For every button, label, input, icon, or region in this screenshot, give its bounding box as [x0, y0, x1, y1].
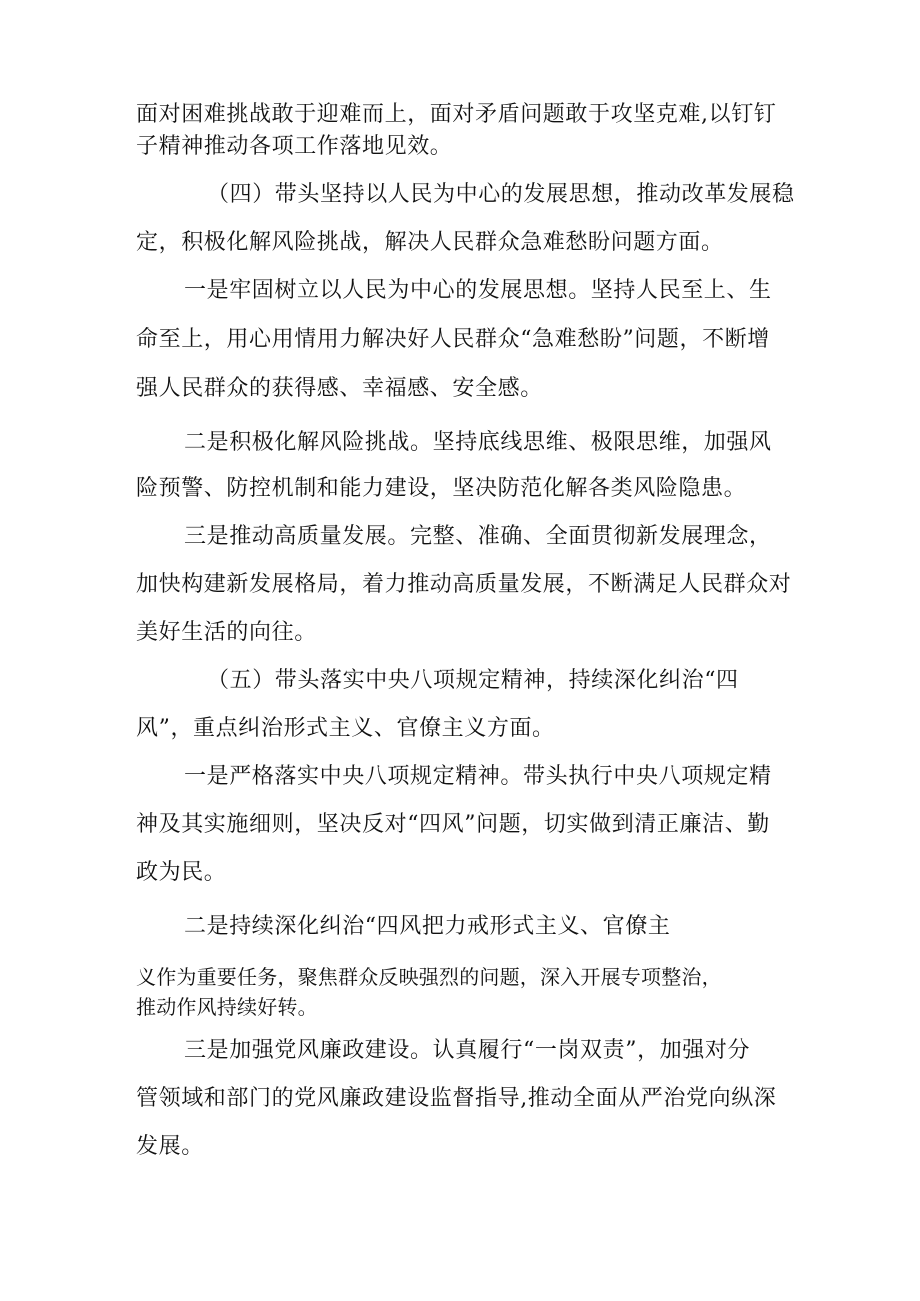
text-line: 发展。 [136, 1134, 204, 1159]
text-line: 推动作风持续好转。 [136, 995, 318, 1019]
text-line: 三是推动高质量发展。完整、准确、全面贯彻新发展理念， [184, 524, 772, 549]
text-line: 强人民群众的获得感、幸福感、安全感。 [136, 376, 543, 401]
text-line: 定，积极化解风险挑战，解决人民群众急难愁盼问题方面。 [136, 230, 724, 255]
text-line: 二是持续深化纠治“四风把力戒形式主义、官僚主 [184, 914, 671, 939]
text-line: 加快构建新发展格局，着力推动高质量发展，不断满足人民群众对 [136, 572, 792, 597]
text-line: 风”，重点纠治形式主义、官僚主义方面。 [136, 716, 555, 741]
text-line: 面对困难挑战敢于迎难而上，面对矛盾问题敢于攻坚克难,以钉钉 [136, 102, 777, 127]
text-line: 三是加强党风廉政建设。认真履行“一岗双责”，加强对分 [184, 1038, 751, 1063]
text-line: 管领域和部门的党风廉政建设监督指导,推动全面从严治党向纵深 [136, 1086, 777, 1111]
text-line: 二是积极化解风险挑战。坚持底线思维、极限思维，加强风 [184, 430, 772, 455]
text-line: 政为民。 [136, 860, 227, 885]
text-line: 子精神推动各项工作落地见效。 [136, 134, 453, 159]
section-heading-4: （四）带头坚持以人民为中心的发展思想，推动改革发展稳 [207, 182, 795, 207]
text-line: 神及其实施细则，坚决反对“四风”问题，切实做到清正廉洁、勤 [136, 812, 770, 837]
text-line: 一是牢固树立以人民为中心的发展思想。坚持人民至上、生 [184, 278, 772, 303]
section-heading-5: （五）带头落实中央八项规定精神，持续深化纠治“四 [207, 668, 739, 693]
text-line: 美好生活的向往。 [136, 620, 317, 645]
text-line: 命至上，用心用情用力解决好人民群众“急难愁盼”问题，不断增 [136, 327, 770, 352]
text-line: 义作为重要任务，聚焦群众反映强烈的问题，深入开展专项整治， [136, 965, 722, 989]
text-line: 一是严格落实中央八项规定精神。带头执行中央八项规定精 [184, 764, 772, 789]
text-line: 险预警、防控机制和能力建设，坚决防范化解各类风险隐患。 [136, 476, 747, 501]
